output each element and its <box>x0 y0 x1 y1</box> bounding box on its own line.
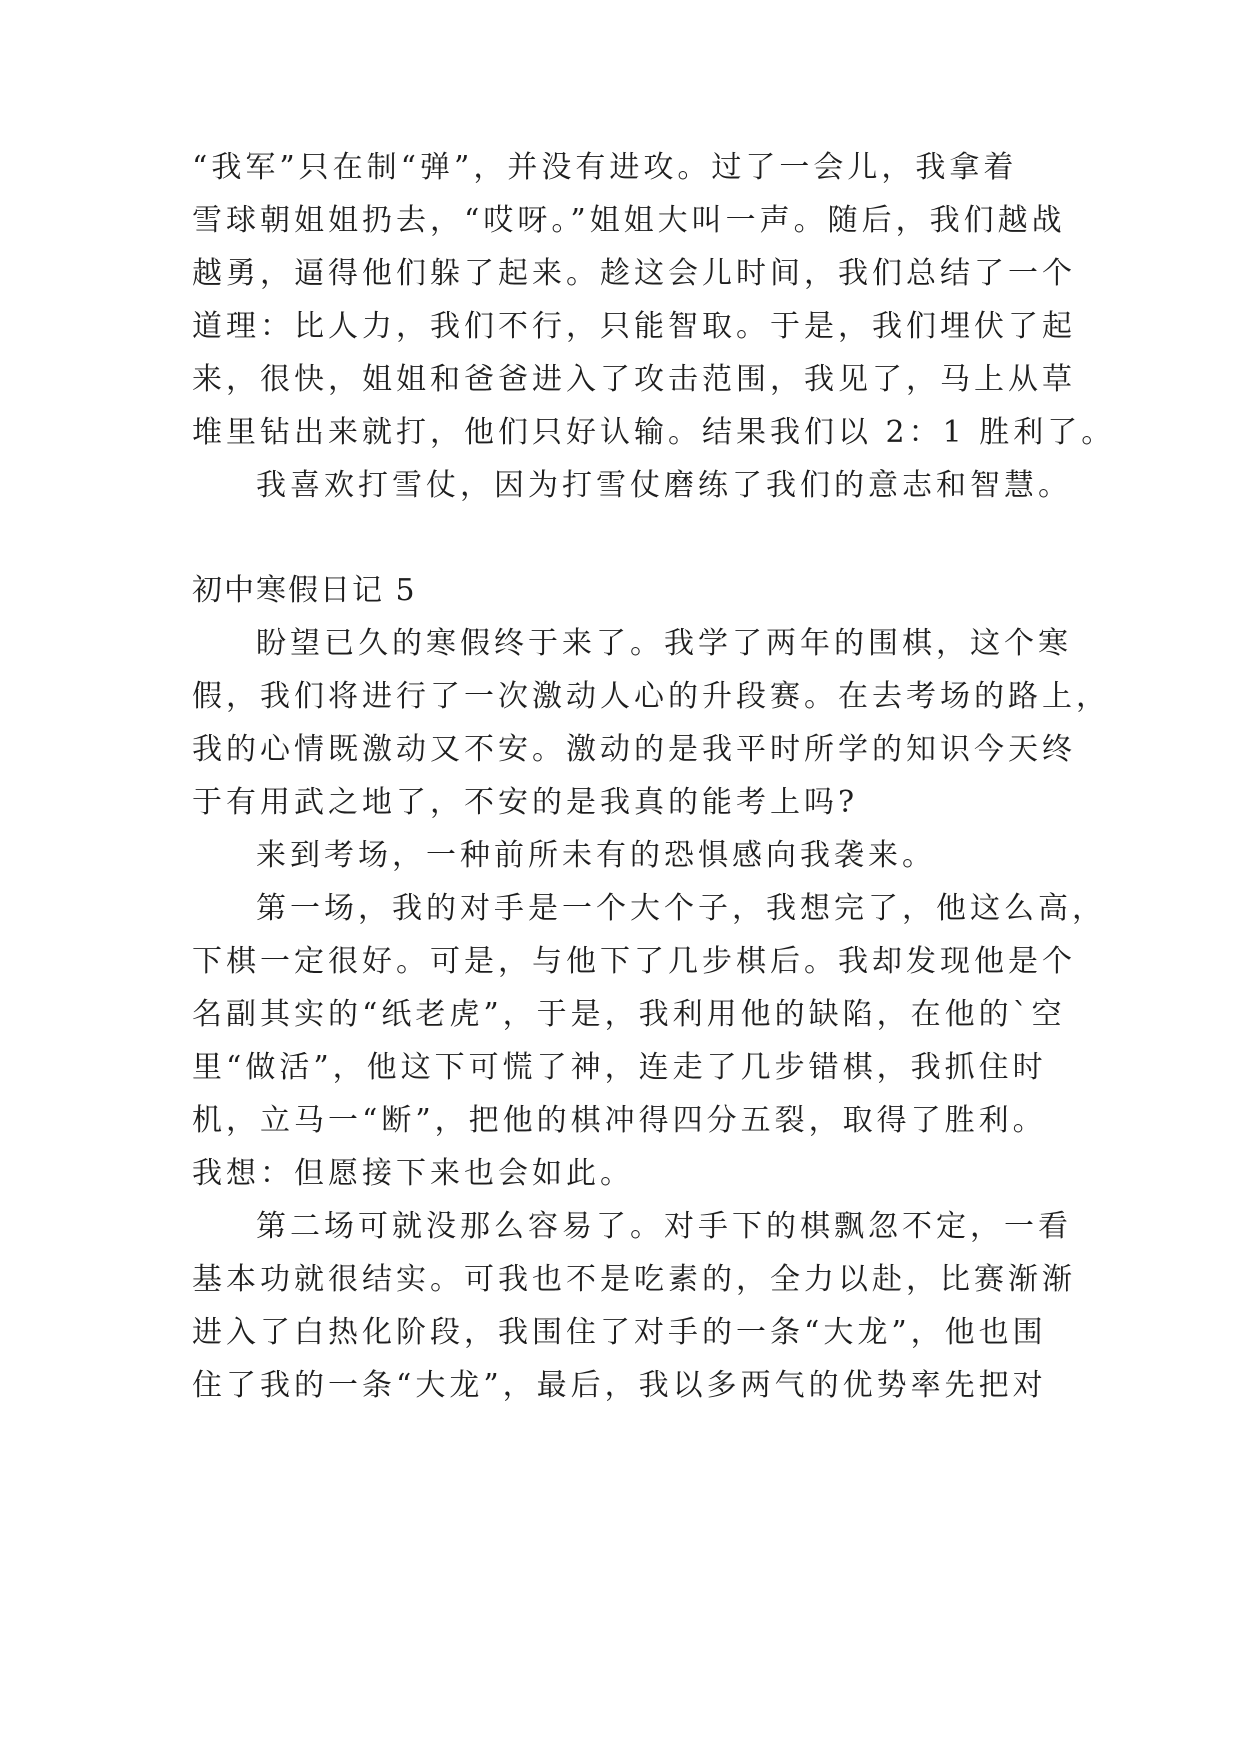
paragraph-line: 我喜欢打雪仗，因为打雪仗磨练了我们的意志和智慧。 <box>256 468 1072 503</box>
paragraph-line: 假，我们将进行了一次激动人心的升段赛。在去考场的路上， <box>192 679 1110 714</box>
paragraph-line: 我想：但愿接下来也会如此。 <box>192 1156 634 1191</box>
paragraph-line: 来到考场，一种前所未有的恐惧感向我袭来。 <box>256 838 936 873</box>
paragraph-line: “我军”只在制“弹”，并没有进攻。过了一会儿，我拿着 <box>192 150 1018 185</box>
paragraph-line: 越勇，逼得他们躲了起来。趁这会儿时间，我们总结了一个 <box>192 256 1076 291</box>
paragraph-line: 住了我的一条“大龙”，最后，我以多两气的优势率先把对 <box>192 1368 1047 1403</box>
paragraph-line: 堆里钻出来就打，他们只好认输。结果我们以 2：1 胜利了。 <box>192 415 1116 450</box>
diary-heading: 初中寒假日记 5 <box>192 573 417 608</box>
paragraph-line: 第一场，我的对手是一个大个子，我想完了，他这么高， <box>256 891 1106 926</box>
paragraph-line: 于有用武之地了，不安的是我真的能考上吗? <box>192 785 859 820</box>
paragraph-line: 来，很快，姐姐和爸爸进入了攻击范围，我见了，马上从草 <box>192 362 1076 397</box>
paragraph-line: 盼望已久的寒假终于来了。我学了两年的围棋，这个寒 <box>256 626 1072 661</box>
paragraph-line: 第二场可就没那么容易了。对手下的棋飘忽不定，一看 <box>256 1209 1072 1244</box>
paragraph-line: 名副其实的“纸老虎”，于是，我利用他的缺陷，在他的`空 <box>192 997 1066 1032</box>
paragraph-line: 道理：比人力，我们不行，只能智取。于是，我们埋伏了起 <box>192 309 1076 344</box>
paragraph-line: 基本功就很结实。可我也不是吃素的，全力以赴，比赛渐渐 <box>192 1262 1076 1297</box>
paragraph-line: 机，立马一“断”，把他的棋冲得四分五裂，取得了胜利。 <box>192 1103 1047 1138</box>
paragraph-line: 雪球朝姐姐扔去，“哎呀。”姐姐大叫一声。随后，我们越战 <box>192 203 1066 238</box>
paragraph-line: 下棋一定很好。可是，与他下了几步棋后。我却发现他是个 <box>192 944 1076 979</box>
paragraph-line: 进入了白热化阶段，我围住了对手的一条“大龙”，他也围 <box>192 1315 1047 1350</box>
paragraph-line: 我的心情既激动又不安。激动的是我平时所学的知识今天终 <box>192 732 1076 767</box>
paragraph-line: 里“做活”，他这下可慌了神，连走了几步错棋，我抓住时 <box>192 1050 1047 1085</box>
